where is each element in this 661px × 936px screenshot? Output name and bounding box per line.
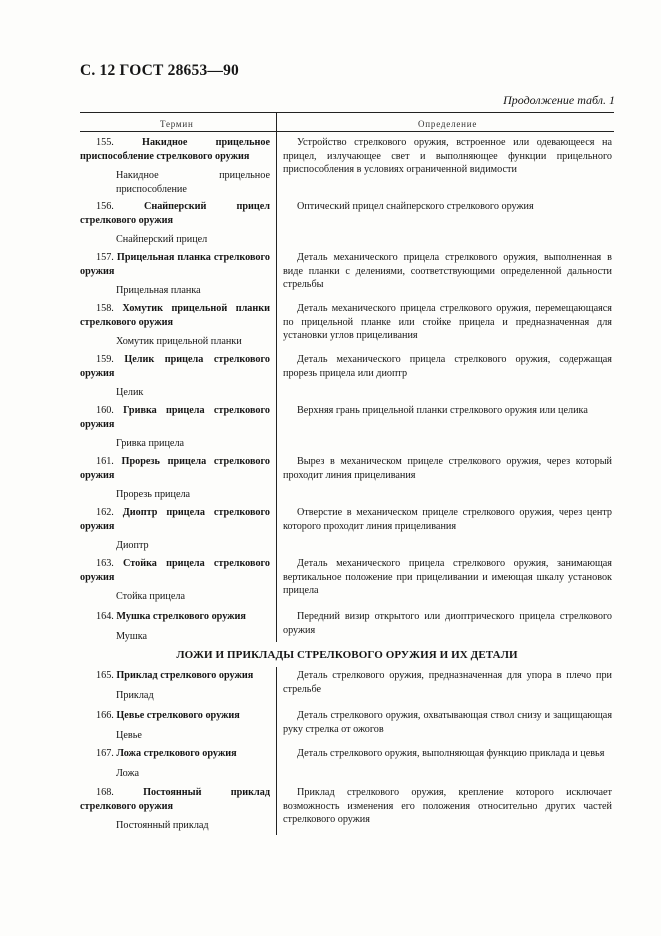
term-cell [80, 200, 270, 247]
term-heading [80, 455, 270, 482]
term-definition: Деталь механического прицела стрелкового оружия, перемещающаяся по прицельной планке или стойке прицела и предназначенная для установки углов прицеливания [283, 303, 612, 341]
column-header-definition: Определение [418, 119, 478, 129]
term-cell [80, 251, 270, 298]
term-cell [80, 709, 270, 742]
term-number: 163. [96, 558, 114, 569]
term-definition: Деталь механического прицела стрелкового оружия, занимающая вертикальное положение при прицеливании и имеющая шкалу установок прицела [283, 558, 612, 596]
term-heading [80, 747, 270, 761]
term-cell [80, 747, 270, 780]
term-number: 160. [96, 405, 114, 416]
term-heading [80, 506, 270, 533]
term-definition: Вырез в механическом прицеле стрелкового оружия, через который проходит линия прицеливания [283, 456, 612, 481]
term-cell [80, 302, 270, 349]
page-header: С. 12 ГОСТ 28653—90 [80, 62, 239, 79]
term-cell [80, 136, 270, 196]
term-cell [80, 610, 270, 643]
term-heading [80, 302, 270, 329]
short-term: Хомутик прицельной планки [116, 336, 242, 347]
term-heading [80, 353, 270, 380]
term-cell [80, 353, 270, 400]
table-continuation-note: Продолжение табл. 1 [503, 93, 615, 107]
term-name: Мушка стрелкового оружия [116, 611, 246, 622]
term-number: 166. [96, 710, 114, 721]
term-name: Ложа стрелкового оружия [116, 748, 237, 759]
term-definition: Деталь стрелкового оружия, предназначенная для упора в плечо при стрельбе [283, 670, 612, 695]
term-number: 157. [96, 252, 114, 263]
term-heading [80, 610, 270, 624]
term-cell [80, 506, 270, 553]
short-term: Снайперский прицел [116, 234, 208, 245]
term-definition: Деталь механического прицела стрелкового оружия, выполненная в виде планки с делениями, соответствующими определенной дальности стрельбы [283, 252, 612, 290]
term-heading [80, 200, 270, 227]
short-term: Прицельная планка [116, 285, 201, 296]
term-name: Приклад стрелкового оружия [116, 670, 254, 681]
short-term: Ложа [116, 767, 140, 779]
short-term: Прорезь прицела [116, 489, 191, 500]
term-number: 168. [96, 787, 114, 798]
term-name: Хомутик прицельной планки стрелкового оружия [80, 303, 271, 328]
term-heading [80, 404, 270, 431]
term-cell [80, 557, 270, 604]
short-term: Гривка прицела [116, 438, 185, 449]
term-definition: Устройство стрелкового оружия, встроенное или одевающееся на прицел, излучающее свет и выполняющее функции прицельного приспособления в условиях ограниченной видимости [283, 137, 612, 175]
term-definition: Отверстие в механическом прицеле стрелкового оружия, через центр которого проходит линия прицеливания [283, 507, 612, 532]
term-name: Накидное прицельное приспособление стрелкового оружия [80, 137, 271, 162]
term-definition: Деталь механического прицела стрелкового оружия, содержащая прорезь прицела или диоптр [283, 354, 612, 379]
term-number: 156. [96, 201, 114, 212]
term-definition: Передний визир открытого или диоптрического прицела стрелкового оружия [283, 611, 612, 636]
term-number: 165. [96, 670, 114, 681]
term-heading [80, 136, 270, 163]
term-definition: Оптический прицел снайперского стрелкового оружия [297, 201, 534, 212]
term-name: Цевье стрелкового оружия [116, 710, 240, 721]
term-number: 158. [96, 303, 114, 314]
short-term: Цевье [116, 729, 142, 741]
short-term: Приклад [116, 689, 154, 701]
term-number: 167. [96, 748, 114, 759]
column-divider [276, 667, 277, 835]
short-term: Диоптр [116, 540, 149, 551]
term-definition: Приклад стрелкового оружия, крепление которого исключает возможность изменения его положения относительно других частей стрелкового оружия [283, 787, 612, 825]
term-number: 159. [96, 354, 114, 365]
term-cell [80, 404, 270, 451]
term-heading [80, 251, 270, 278]
table-top-rule [80, 112, 614, 113]
short-term: Накидное прицельное приспособление [116, 170, 270, 195]
term-name: Гривка прицела стрелкового оружия [80, 405, 270, 430]
term-number: 155. [96, 137, 114, 148]
term-definition: Деталь стрелкового оружия, выполняющая функцию приклада и цевья [297, 748, 605, 759]
term-heading [80, 669, 270, 683]
term-name: Прорезь прицела стрелкового оружия [80, 456, 270, 481]
column-divider [276, 112, 277, 642]
term-name: Снайперский прицел стрелкового оружия [80, 201, 270, 226]
term-definition: Деталь стрелкового оружия, охватывающая ствол снизу и защищающая руку стрелка от ожогов [283, 710, 612, 735]
term-name: Постоянный приклад стрелкового оружия [80, 787, 271, 812]
term-number: 164. [96, 611, 114, 622]
term-cell [80, 669, 270, 702]
term-name: Стойка прицела стрелкового оружия [80, 558, 271, 583]
term-heading [80, 709, 270, 723]
term-heading [80, 786, 270, 813]
term-cell [80, 455, 270, 502]
term-cell [80, 786, 270, 833]
short-term: Стойка прицела [116, 591, 185, 602]
section-title: ЛОЖИ И ПРИКЛАДЫ СТРЕЛКОВОГО ОРУЖИЯ И ИХ ДЕТАЛИ [176, 649, 518, 661]
term-number: 161. [96, 456, 114, 467]
term-name: Диоптр прицела стрелкового оружия [80, 507, 270, 532]
short-term: Мушка [116, 630, 148, 642]
term-number: 162. [96, 507, 114, 518]
short-term: Целик [116, 387, 144, 398]
term-definition: Верхняя грань прицельной планки стрелкового оружия или целика [297, 405, 588, 416]
short-term: Постоянный приклад [116, 820, 209, 831]
term-name: Целик прицела стрелкового оружия [80, 354, 270, 379]
column-header-term: Термин [160, 119, 194, 129]
table-header-rule [80, 131, 614, 132]
term-name: Прицельная планка стрелкового оружия [80, 252, 270, 277]
term-heading [80, 557, 270, 584]
